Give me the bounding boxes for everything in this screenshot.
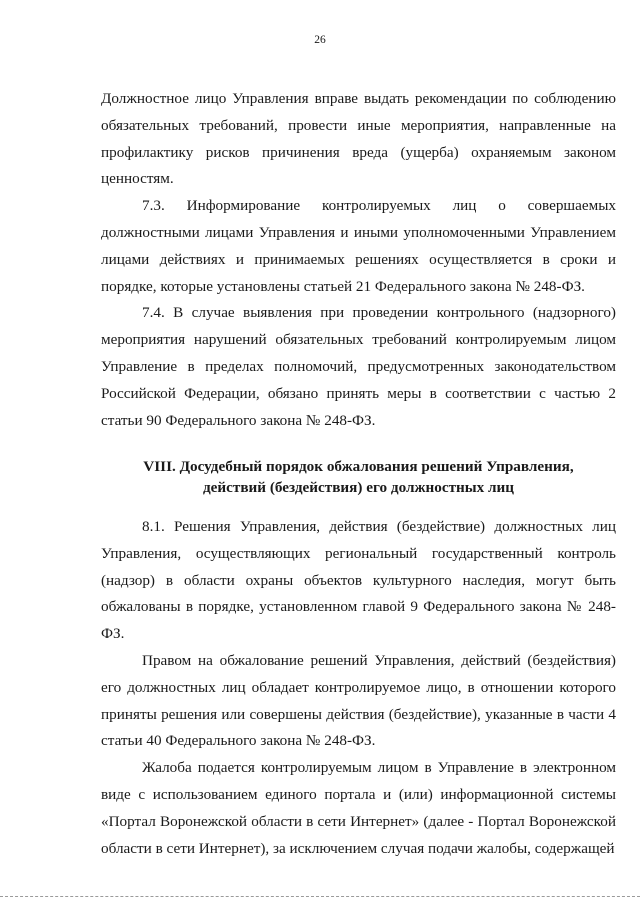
paragraph-8-1: 8.1. Решения Управления, действия (бездействие) должностных лиц Управления, осуществляющих региональный государственный контроль (надзор) в области охраны объектов культурного наследия, могут быть обжалованы в порядке, установленном главой 9 Федерального закона № 248-ФЗ. — [101, 518, 616, 643]
page-bottom-edge — [0, 896, 640, 897]
section-heading — [101, 456, 616, 498]
text-block-section-8 — [101, 514, 616, 862]
paragraph-right-to-appeal: Правом на обжалование решений Управления, действий (бездействия) его должностных лиц обладает контролируемое лицо, в отношении которого приняты решения или совершены действия (бездействие), указанные в части 4 статьи 40 Федерального закона № 248-ФЗ. — [101, 651, 616, 750]
paragraph-recommendations: Должностное лицо Управления вправе выдать рекомендации по соблюдению обязательных требований, провести иные мероприятия, направленные на профилактику рисков причинения вреда (ущерба) охраняемым законом ценностям. — [101, 90, 616, 188]
paragraph-7-3: 7.3. Информирование контролируемых лиц о совершаемых должностными лицами Управления и иными уполномоченными Управлением лицами действиях и принимаемых решениях осуществляется в сроки и порядке, которые установлены статьей 21 Федерального закона № 248-ФЗ. — [101, 197, 616, 295]
paragraph-7-4: 7.4. В случае выявления при проведении контрольного (надзорного) мероприятия нарушений обязательных требований контролируемым лицом Управление в пределах полномочий, предусмотренных законодательством Российской Федерации, обязано принять меры в соответствии с частью 2 статьи 90 Федерального закона № 248-ФЗ. — [101, 304, 616, 429]
section-heading-line-2: действий (бездействия) его должностных лиц — [202, 479, 515, 496]
page-number: 26 — [314, 34, 326, 46]
text-block-section-7 — [101, 86, 616, 434]
section-heading-line-1: VIII. Досудебный порядок обжалования решений Управления, — [143, 458, 574, 475]
paragraph-complaint-submission: Жалоба подается контролируемым лицом в Управление в электронном виде с использованием единого портала и (или) информационной системы «Портал Воронежской области в сети Интернет» (далее - Портал Воронежской области в сети Интернет), за исключением случая подачи жалобы, содержащей — [101, 759, 616, 857]
